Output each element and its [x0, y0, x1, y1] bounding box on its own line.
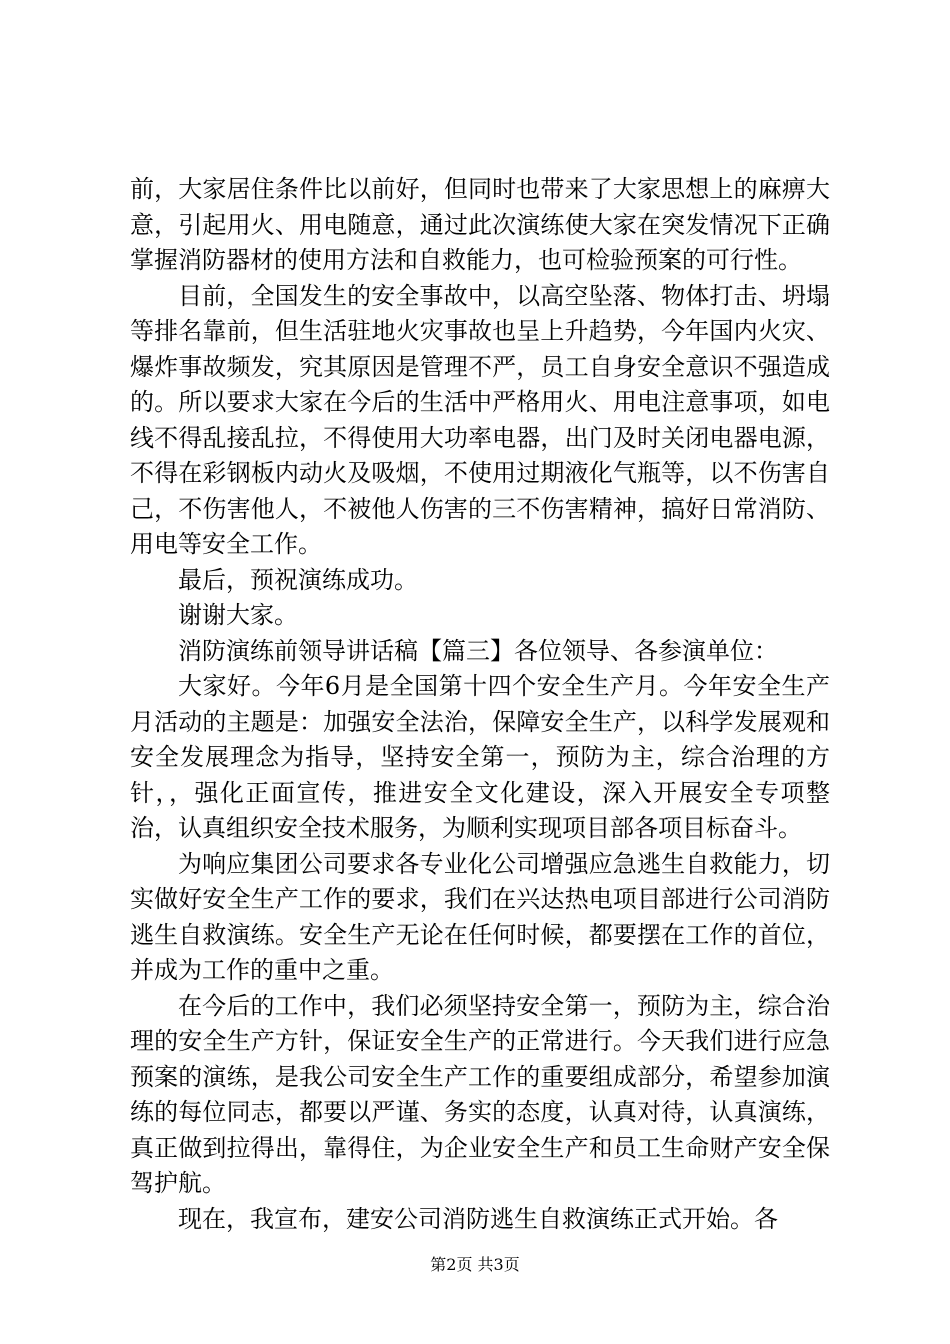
paragraph-2: 目前，全国发生的安全事故中，以高空坠落、物体打击、坍塌等排名靠前，但生活驻地火灾事故也呈上升趋势，今年国内火灾、爆炸事故频发，究其原因是管理不严，员工自身安全意识不强造成的。所以要求大家在今后的生活中严格用火、用电注意事项，如电线不得乱接乱拉，不得使用大功率电器，出门及时关闭电器电源，不得在彩钢板内动火及吸烟，不使用过期液化气瓶等，以不伤害自己，不伤害他人，不被他人伤害的三不伤害精神，搞好日常消防、用电等安全工作。 [130, 281, 830, 558]
paragraph-9: 现在，我宣布，建安公司消防逃生自救演练正式开始。各 [178, 1204, 778, 1233]
paragraph-1: 前，大家居住条件比以前好，但同时也带来了大家思想上的麻痹大意，引起用火、用电随意，通过此次演练使大家在突发情况下正确掌握消防器材的使用方法和自救能力，也可检验预案的可行性。 [130, 175, 830, 274]
page-footer [0, 1252, 950, 1275]
paragraph-5-heading: 消防演练前领导讲话稿【篇三】各位领导、各参演单位： [178, 636, 778, 665]
paragraph-6: 大家好。今年6月是全国第十四个安全生产月。今年安全生产月活动的主题是：加强安全法治，保障安全生产，以科学发展观和安全发展理念为指导，坚持安全第一，预防为主，综合治理的方针，，强化正面宣传，推进安全文化建设，深入开展安全专项整治，认真组织安全技术服务，为顺利实现项目部各项目标奋斗。 [130, 672, 830, 842]
page-number: 第2页 共3页 [430, 1255, 520, 1274]
paragraph-7: 为响应集团公司要求各专业化公司增强应急逃生自救能力，切实做好安全生产工作的要求，我们在兴达热电项目部进行公司消防逃生自救演练。安全生产无论在任何时候，都要摆在工作的首位，并成为工作的重中之重。 [130, 849, 830, 984]
paragraph-8: 在今后的工作中，我们必须坚持安全第一，预防为主，综合治理的安全生产方针，保证安全生产的正常进行。今天我们进行应急预案的演练，是我公司安全生产工作的重要组成部分，希望参加演练的每位同志，都要以严谨、务实的态度，认真对待，认真演练，真正做到拉得出，靠得住，为企业安全生产和员工生命财产安全保驾护航。 [130, 991, 830, 1197]
paragraph-3: 最后，预祝演练成功。 [178, 565, 418, 594]
paragraph-4: 谢谢大家。 [178, 601, 298, 629]
document-body [130, 172, 830, 1237]
